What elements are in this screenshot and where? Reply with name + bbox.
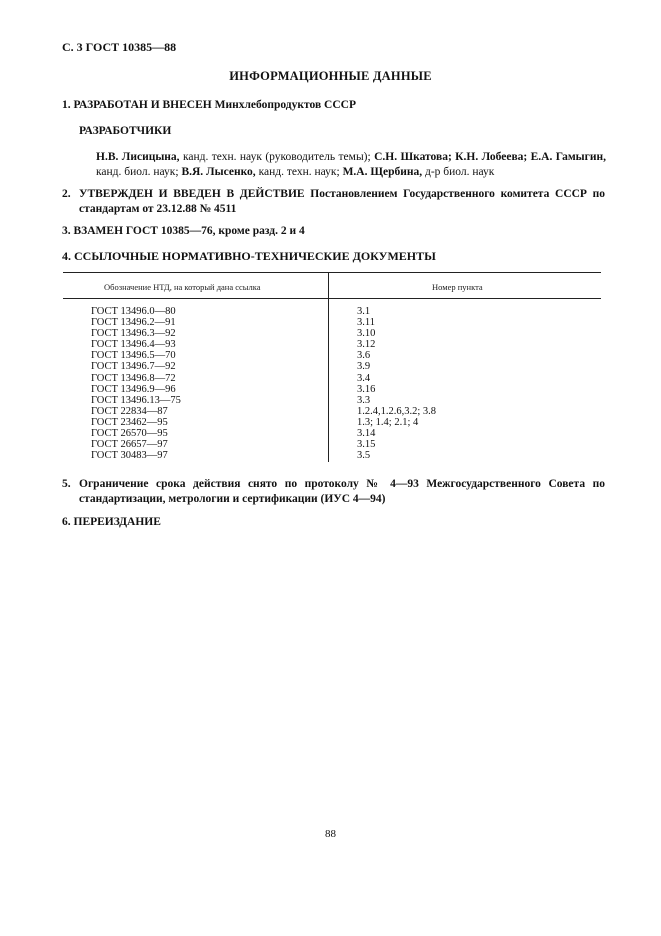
section-3-num: 3. [62,225,71,237]
page-title: ИНФОРМАЦИОННЫЕ ДАННЫЕ [229,69,432,83]
table-cell-ntd: ГОСТ 13496.3—92 [91,328,176,340]
table-top-rule [63,272,601,273]
table-cell-clause: 3.14 [357,428,376,440]
table-cell-clause: 3.11 [357,317,375,329]
table-cell-clause: 3.16 [357,383,376,395]
section-3 [62,224,305,239]
section-2-num [62,187,71,202]
table-cell-ntd: ГОСТ 26657—97 [91,439,168,451]
table-cell-ntd: ГОСТ 13496.0—80 [91,306,176,317]
running-header: С. 3 ГОСТ 10385—88 [62,40,177,54]
section-2-rest: Постановлением Государственного комитета СССР по стандартам от 23.12.88 № 4511 [79,188,605,215]
developers-heading: РАЗРАБОТЧИКИ [79,125,172,137]
table-cell-clause: 3.4 [357,372,371,384]
section-6 [62,515,161,530]
section-3-text: ВЗАМЕН ГОСТ 10385—76, кроме разд. 2 и 4 [73,225,305,237]
table-cell-clause: 3.3 [357,394,371,406]
table-cell-clause: 3.6 [357,350,371,362]
section-2-number: 2. [62,188,71,200]
table-cell-clause: 3.12 [357,339,376,351]
table-cell-ntd: ГОСТ 13496.5—70 [91,350,176,362]
section-4-num: 4. [62,249,71,263]
developer-name: В.Я. Лысенко, [181,166,256,178]
table-cell-ntd: ГОСТ 13496.2—91 [91,317,176,329]
developer-name: С.Н. Шкатова; К.Н. Лобеева; Е.А. Гамыгин, [374,151,606,163]
section-2-bold: УТВЕРЖДЕН И ВВЕДЕН В ДЕЙСТВИЕ [79,188,305,200]
section-1 [62,98,356,113]
table-header-ntd: Обозначение НТД, на который дана ссылка [104,282,261,292]
table-cell-clause: 3.9 [357,361,371,373]
section-6-text: ПЕРЕИЗДАНИЕ [73,516,161,528]
developers-paragraph [96,150,606,180]
section-5-text: Ограничение срока действия снято по протоколу № 4—93 Межгосударственного Совета по стандартизации, метрологии и сертификации (ИУС 4—94) [79,478,605,505]
table-cell-ntd: ГОСТ 13496.7—92 [91,361,176,373]
table-cell-clause: 1.3; 1.4; 2.1; 4 [357,416,419,428]
section-1-num: 1. [62,99,71,111]
section-5-num: 5. [62,478,71,490]
table-header-clause: Номер пункта [432,282,483,292]
section-1-bold: РАЗРАБОТАН И ВНЕСЕН [73,99,212,111]
developer-role: канд. биол. наук; [96,166,182,178]
section-4-text: ССЫЛОЧНЫЕ НОРМАТИВНО-ТЕХНИЧЕСКИЕ ДОКУМЕНТЫ [74,249,436,263]
developer-name: Н.В. Лисицына, [96,151,180,163]
section-2-text [79,187,605,217]
developer-role: канд. техн. наук (руководитель темы); [179,151,375,163]
section-6-num: 6. [62,516,71,528]
table-column-clause [357,306,436,461]
table-cell-ntd: ГОСТ 26570—95 [91,428,168,440]
developer-role: д-р биол. наук [422,166,495,178]
table-cell-clause: 3.10 [357,328,376,340]
page-number: 88 [325,828,336,840]
developer-role: канд. техн. наук; [255,166,343,178]
table-cell-clause: 3.15 [357,439,376,451]
table-cell-ntd: ГОСТ 13496.13—75 [91,394,181,406]
table-column-ntd [91,306,181,461]
table-cell-clause: 3.5 [357,450,371,462]
section-1-rest: Минхлебопродуктов СССР [214,99,356,111]
table-column-divider [328,272,329,462]
table-cell-ntd: ГОСТ 13496.8—72 [91,372,176,384]
table-cell-ntd: ГОСТ 23462—95 [91,416,168,428]
table-cell-clause: 1.2.4,1.2.6,3.2; 3.8 [357,405,437,417]
section-4 [62,249,436,264]
developer-name: М.А. Щербина, [342,166,423,178]
table-cell-clause: 3.1 [357,306,371,317]
table-header-rule [63,298,601,299]
table-cell-ntd: ГОСТ 13496.4—93 [91,339,176,351]
table-cell-ntd: ГОСТ 30483—97 [91,450,168,462]
table-cell-ntd: ГОСТ 13496.9—96 [91,383,176,395]
table-cell-ntd: ГОСТ 22834—87 [91,405,168,417]
